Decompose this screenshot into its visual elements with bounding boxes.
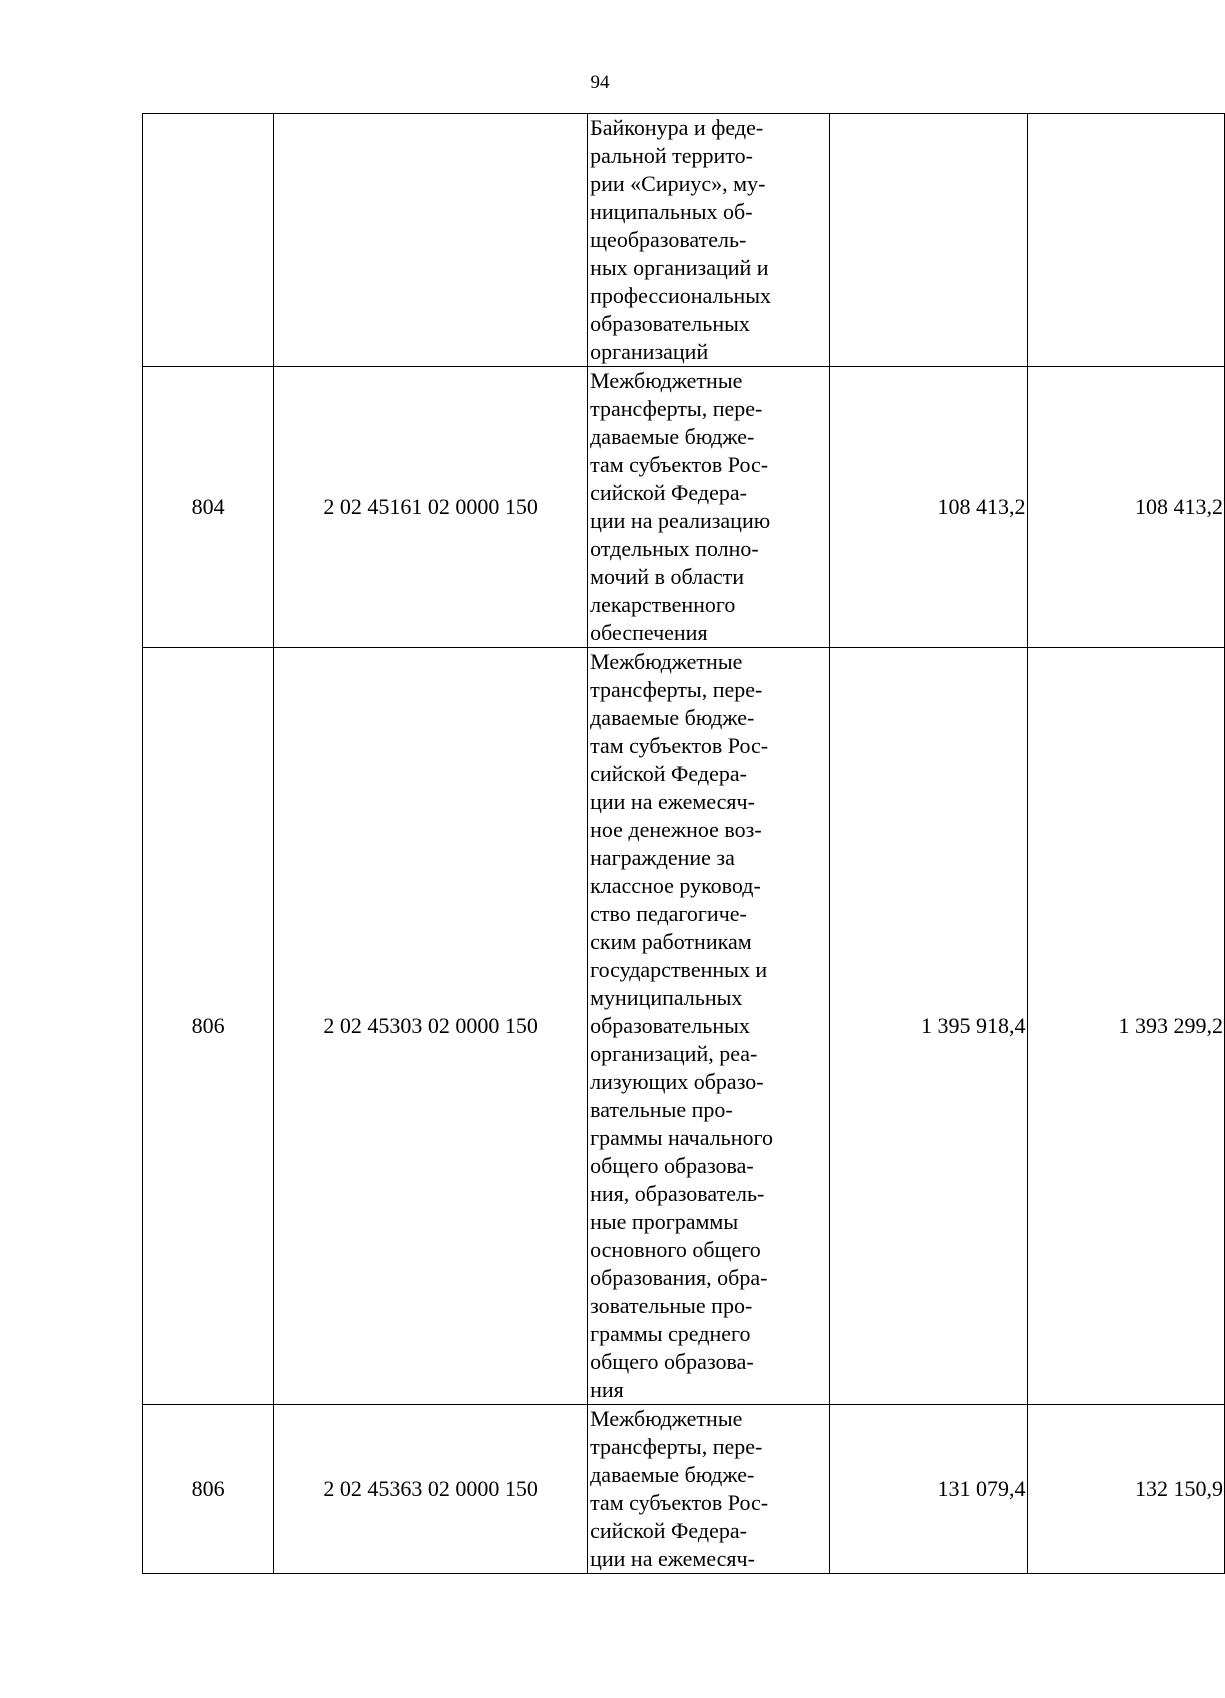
name-line: ским работникам xyxy=(590,929,752,954)
page-number: 94 xyxy=(590,72,610,93)
name-line: основного общего xyxy=(590,1237,761,1262)
name-line: ральной террито- xyxy=(590,143,753,168)
amount-1-cell: 131 079,4 xyxy=(830,1405,1027,1574)
name-line: ции на ежемесяч- xyxy=(590,789,755,814)
name-line: лекарственного xyxy=(590,592,736,617)
budget-table xyxy=(142,113,1225,1574)
table-row xyxy=(143,114,1225,367)
admin-code-cell: 806 xyxy=(143,1405,274,1574)
name-line: образовательных xyxy=(590,311,750,336)
name-line: рии «Сириус», му- xyxy=(590,171,766,196)
table-row xyxy=(143,648,1225,1405)
name-line: Межбюджетные xyxy=(590,1406,743,1431)
amount-2-cell: 1 393 299,2 xyxy=(1027,648,1224,1405)
name-line: вательные про- xyxy=(590,1097,733,1122)
table-row xyxy=(143,367,1225,648)
name-line: даваемые бюдже- xyxy=(590,705,755,730)
name-line: там субъектов Рос- xyxy=(590,452,769,477)
name-line: граммы среднего xyxy=(590,1321,751,1346)
name-line: организаций xyxy=(590,339,709,364)
name-line: муниципальных xyxy=(590,985,743,1010)
name-line: ции на ежемесяч- xyxy=(590,1546,755,1571)
budget-code-cell: 2 02 45303 02 0000 150 xyxy=(274,648,588,1405)
name-line: трансферты, пере- xyxy=(590,677,763,702)
name-line: трансферты, пере- xyxy=(590,1434,763,1459)
amount-2-cell: 108 413,2 xyxy=(1027,367,1224,648)
name-line: сийской Федера- xyxy=(590,761,747,786)
name-line: лизующих образо- xyxy=(590,1069,764,1094)
name-line: государственных и xyxy=(590,957,768,982)
name-cell xyxy=(588,367,830,648)
admin-code-cell: 804 xyxy=(143,367,274,648)
name-line: ниципальных об- xyxy=(590,199,753,224)
name-line: там субъектов Рос- xyxy=(590,733,769,758)
name-line: образования, обра- xyxy=(590,1265,768,1290)
amount-1-cell: 108 413,2 xyxy=(830,367,1027,648)
name-line: ния, образователь- xyxy=(590,1181,765,1206)
name-line: профессиональных xyxy=(590,283,772,308)
budget-table-body xyxy=(143,114,1225,1574)
amount-2-cell: 132 150,9 xyxy=(1027,1405,1224,1574)
admin-code-cell: 806 xyxy=(143,648,274,1405)
budget-code-cell xyxy=(274,114,588,367)
name-line: трансферты, пере- xyxy=(590,396,763,421)
table-row xyxy=(143,1405,1225,1574)
name-line: общего образова- xyxy=(590,1153,754,1178)
name-line: общего образова- xyxy=(590,1349,754,1374)
name-line: щеобразователь- xyxy=(590,227,747,252)
name-line: сийской Федера- xyxy=(590,1518,747,1543)
name-line: организаций, реа- xyxy=(590,1041,758,1066)
name-line: ния xyxy=(590,1377,624,1402)
budget-code-cell: 2 02 45161 02 0000 150 xyxy=(274,367,588,648)
name-line: мочий в области xyxy=(590,564,745,589)
name-line: ных организаций и xyxy=(590,255,769,280)
name-line: ное денежное воз- xyxy=(590,817,762,842)
name-line: отдельных полно- xyxy=(590,536,759,561)
name-line: обеспечения xyxy=(590,620,708,645)
name-line: классное руковод- xyxy=(590,873,761,898)
name-line: даваемые бюдже- xyxy=(590,424,755,449)
amount-1-cell xyxy=(830,114,1027,367)
name-line: зовательные про- xyxy=(590,1293,753,1318)
name-cell xyxy=(588,1405,830,1574)
name-line: Байконура и феде- xyxy=(590,115,764,140)
name-line: сийской Федера- xyxy=(590,480,747,505)
budget-code-cell: 2 02 45363 02 0000 150 xyxy=(274,1405,588,1574)
name-line: там субъектов Рос- xyxy=(590,1490,769,1515)
name-line: ции на реализацию xyxy=(590,508,771,533)
name-cell xyxy=(588,648,830,1405)
name-line: Межбюджетные xyxy=(590,368,743,393)
name-line: ные программы xyxy=(590,1209,739,1234)
name-line: ство педагогиче- xyxy=(590,901,747,926)
amount-2-cell xyxy=(1027,114,1224,367)
admin-code-cell xyxy=(143,114,274,367)
name-line: даваемые бюдже- xyxy=(590,1462,755,1487)
amount-1-cell: 1 395 918,4 xyxy=(830,648,1027,1405)
name-line: образовательных xyxy=(590,1013,750,1038)
name-line: награждение за xyxy=(590,845,735,870)
name-cell xyxy=(588,114,830,367)
name-line: граммы начального xyxy=(590,1125,773,1150)
name-line: Межбюджетные xyxy=(590,649,743,674)
